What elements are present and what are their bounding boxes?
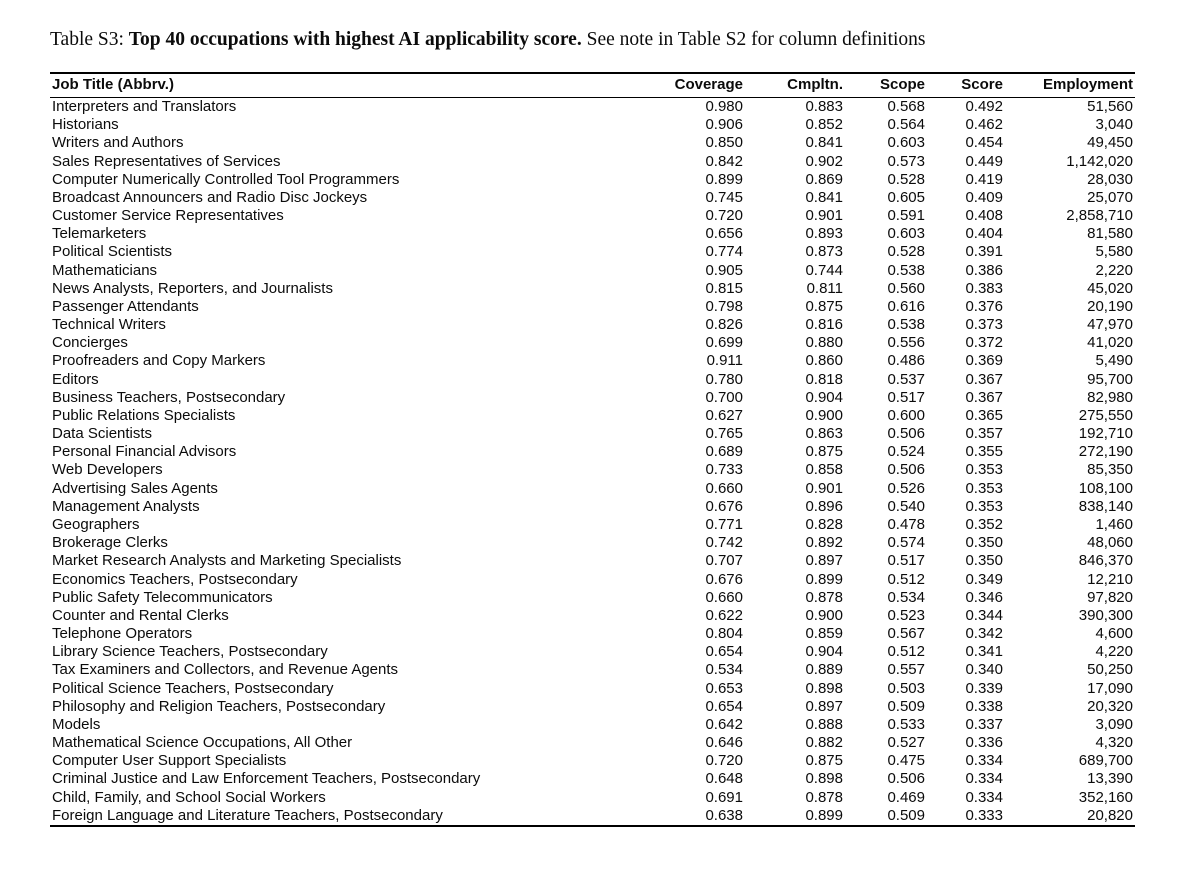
value-cell: 0.899 bbox=[805, 570, 843, 588]
value-cell: 0.509 bbox=[887, 697, 925, 715]
caption-label: Table S3: bbox=[50, 29, 129, 50]
table-row bbox=[50, 534, 1135, 552]
value-cell: 0.353 bbox=[965, 461, 1003, 479]
table-row bbox=[50, 516, 1135, 534]
value-cell: 0.892 bbox=[805, 534, 843, 552]
table-row bbox=[50, 298, 1135, 316]
value-cell: 689,700 bbox=[1078, 752, 1133, 770]
value-cell: 0.523 bbox=[887, 606, 925, 624]
value-cell: 0.733 bbox=[705, 461, 743, 479]
value-cell: 0.863 bbox=[805, 425, 843, 443]
value-cell: 0.888 bbox=[805, 715, 843, 733]
value-cell: 0.689 bbox=[705, 443, 743, 461]
value-cell: 0.600 bbox=[887, 406, 925, 424]
table-row bbox=[50, 570, 1135, 588]
value-cell: 0.900 bbox=[805, 406, 843, 424]
value-cell: 0.339 bbox=[965, 679, 1003, 697]
table-row bbox=[50, 697, 1135, 715]
job-title-cell: Proofreaders and Copy Markers bbox=[52, 352, 266, 370]
value-cell: 0.858 bbox=[805, 461, 843, 479]
value-cell: 0.676 bbox=[705, 497, 743, 515]
job-title-cell: News Analysts, Reporters, and Journalists bbox=[52, 279, 333, 297]
value-cell: 2,858,710 bbox=[1066, 207, 1133, 225]
value-cell: 0.355 bbox=[965, 443, 1003, 461]
value-cell: 0.538 bbox=[887, 261, 925, 279]
value-cell: 0.878 bbox=[805, 788, 843, 806]
value-cell: 0.875 bbox=[805, 443, 843, 461]
value-cell: 0.653 bbox=[705, 679, 743, 697]
value-cell: 0.533 bbox=[887, 715, 925, 733]
value-cell: 0.873 bbox=[805, 243, 843, 261]
value-cell: 0.906 bbox=[705, 116, 743, 134]
table-row bbox=[50, 752, 1135, 770]
job-title-cell: Counter and Rental Clerks bbox=[52, 606, 229, 624]
value-cell: 0.573 bbox=[887, 152, 925, 170]
value-cell: 0.486 bbox=[887, 352, 925, 370]
value-cell: 95,700 bbox=[1087, 370, 1133, 388]
job-title-cell: Models bbox=[52, 715, 101, 733]
value-cell: 0.353 bbox=[965, 479, 1003, 497]
value-cell: 0.334 bbox=[965, 752, 1003, 770]
value-cell: 0.338 bbox=[965, 697, 1003, 715]
value-cell: 0.336 bbox=[965, 734, 1003, 752]
col-header-employment: Employment bbox=[1042, 76, 1133, 94]
value-cell: 0.454 bbox=[965, 134, 1003, 152]
value-cell: 0.527 bbox=[887, 734, 925, 752]
value-cell: 0.344 bbox=[965, 606, 1003, 624]
value-cell: 390,300 bbox=[1078, 606, 1133, 624]
table-row bbox=[50, 679, 1135, 697]
value-cell: 3,090 bbox=[1095, 715, 1133, 733]
value-cell: 0.538 bbox=[887, 316, 925, 334]
value-cell: 0.337 bbox=[965, 715, 1003, 733]
value-cell: 12,210 bbox=[1087, 570, 1133, 588]
table-row bbox=[50, 370, 1135, 388]
value-cell: 0.878 bbox=[805, 588, 843, 606]
job-title-cell: Mathematicians bbox=[52, 261, 158, 279]
table-row bbox=[50, 207, 1135, 225]
job-title-cell: Broadcast Announcers and Radio Disc Jockeys bbox=[52, 188, 368, 206]
value-cell: 0.904 bbox=[805, 388, 843, 406]
value-cell: 0.462 bbox=[965, 116, 1003, 134]
job-title-cell: Brokerage Clerks bbox=[52, 534, 168, 552]
col-header-score: Score bbox=[961, 76, 1003, 94]
value-cell: 81,580 bbox=[1087, 225, 1133, 243]
value-cell: 0.383 bbox=[965, 279, 1003, 297]
job-title-cell: Management Analysts bbox=[52, 497, 200, 515]
value-cell: 0.540 bbox=[887, 497, 925, 515]
table-row bbox=[50, 352, 1135, 370]
table-row bbox=[50, 625, 1135, 643]
job-title-cell: Editors bbox=[52, 370, 99, 388]
value-cell: 0.771 bbox=[705, 516, 743, 533]
value-cell: 352,160 bbox=[1078, 788, 1133, 806]
job-title-cell: Criminal Justice and Law Enforcement Teachers, Postsecondary bbox=[52, 770, 481, 788]
value-cell: 0.826 bbox=[705, 316, 743, 334]
value-cell: 0.603 bbox=[887, 134, 925, 152]
value-cell: 0.646 bbox=[705, 734, 743, 752]
table-row bbox=[50, 806, 1135, 825]
job-title-cell: Sales Representatives of Services bbox=[52, 152, 281, 170]
value-cell: 0.745 bbox=[705, 188, 743, 206]
job-title-cell: Geographers bbox=[52, 516, 140, 533]
value-cell: 0.904 bbox=[805, 643, 843, 661]
value-cell: 0.341 bbox=[965, 643, 1003, 661]
job-title-cell: Advertising Sales Agents bbox=[52, 479, 218, 497]
job-title-cell: Technical Writers bbox=[52, 316, 166, 334]
value-cell: 47,970 bbox=[1087, 316, 1133, 334]
value-cell: 0.700 bbox=[705, 388, 743, 406]
job-title-cell: Child, Family, and School Social Workers bbox=[52, 788, 326, 806]
value-cell: 20,320 bbox=[1087, 697, 1133, 715]
value-cell: 97,820 bbox=[1087, 588, 1133, 606]
value-cell: 0.537 bbox=[887, 370, 925, 388]
value-cell: 0.534 bbox=[887, 588, 925, 606]
value-cell: 0.707 bbox=[705, 552, 743, 570]
value-cell: 0.616 bbox=[887, 297, 925, 315]
value-cell: 0.897 bbox=[805, 697, 843, 715]
table-row bbox=[50, 734, 1135, 752]
value-cell: 0.811 bbox=[806, 279, 843, 297]
header-row bbox=[50, 73, 1135, 97]
value-cell: 4,600 bbox=[1095, 625, 1133, 643]
value-cell: 0.622 bbox=[705, 606, 743, 624]
value-cell: 0.564 bbox=[887, 116, 925, 134]
value-cell: 0.469 bbox=[887, 788, 925, 806]
value-cell: 0.898 bbox=[805, 770, 843, 788]
job-title-cell: Telephone Operators bbox=[52, 625, 193, 643]
job-title-cell: Public Safety Telecommunicators bbox=[52, 588, 273, 606]
value-cell: 0.478 bbox=[887, 516, 925, 533]
job-title-cell: Customer Service Representatives bbox=[52, 207, 284, 225]
value-cell: 0.506 bbox=[887, 770, 925, 788]
value-cell: 0.509 bbox=[887, 806, 925, 824]
value-cell: 0.574 bbox=[887, 534, 925, 552]
table-row bbox=[50, 443, 1135, 461]
value-cell: 0.333 bbox=[965, 806, 1003, 824]
value-cell: 49,450 bbox=[1087, 134, 1133, 152]
value-cell: 108,100 bbox=[1078, 479, 1133, 497]
job-title-cell: Interpreters and Translators bbox=[52, 98, 237, 116]
value-cell: 0.850 bbox=[705, 134, 743, 152]
value-cell: 0.676 bbox=[705, 570, 743, 588]
value-cell: 0.404 bbox=[965, 225, 1003, 243]
value-cell: 0.556 bbox=[887, 334, 925, 352]
value-cell: 0.419 bbox=[965, 170, 1003, 188]
job-title-cell: Public Relations Specialists bbox=[52, 406, 236, 424]
value-cell: 85,350 bbox=[1087, 461, 1133, 479]
value-cell: 0.901 bbox=[805, 479, 843, 497]
job-title-cell: Writers and Authors bbox=[52, 134, 184, 152]
table-row bbox=[50, 425, 1135, 443]
caption-note: See note in Table S2 for column definitions bbox=[581, 29, 926, 50]
value-cell: 0.816 bbox=[805, 316, 843, 334]
value-cell: 0.899 bbox=[805, 806, 843, 824]
job-title-cell: Computer Numerically Controlled Tool Programmers bbox=[52, 170, 400, 188]
value-cell: 0.408 bbox=[965, 207, 1003, 225]
value-cell: 0.720 bbox=[705, 752, 743, 770]
value-cell: 0.889 bbox=[805, 661, 843, 679]
value-cell: 0.852 bbox=[805, 116, 843, 134]
value-cell: 1,460 bbox=[1095, 516, 1133, 533]
job-title-cell: Telemarketers bbox=[52, 225, 147, 243]
value-cell: 0.334 bbox=[965, 788, 1003, 806]
value-cell: 0.911 bbox=[706, 352, 743, 370]
job-title-cell: Mathematical Science Occupations, All Other bbox=[52, 734, 353, 752]
table-row bbox=[50, 479, 1135, 497]
value-cell: 0.449 bbox=[965, 152, 1003, 170]
value-cell: 48,060 bbox=[1087, 534, 1133, 552]
value-cell: 0.896 bbox=[805, 497, 843, 515]
value-cell: 0.654 bbox=[705, 697, 743, 715]
table-row bbox=[50, 497, 1135, 515]
value-cell: 5,580 bbox=[1095, 243, 1133, 261]
value-cell: 0.349 bbox=[965, 570, 1003, 588]
value-cell: 0.900 bbox=[805, 606, 843, 624]
caption-title: Top 40 occupations with highest AI applicability score. bbox=[128, 29, 582, 50]
value-cell: 0.376 bbox=[965, 297, 1003, 315]
col-header-coverage: Coverage bbox=[674, 76, 743, 94]
value-cell: 0.528 bbox=[887, 243, 925, 261]
table-row bbox=[50, 716, 1135, 734]
value-cell: 0.798 bbox=[705, 297, 743, 315]
value-cell: 0.591 bbox=[887, 207, 925, 225]
value-cell: 0.506 bbox=[887, 425, 925, 443]
value-cell: 0.557 bbox=[887, 661, 925, 679]
value-cell: 192,710 bbox=[1078, 425, 1133, 443]
value-cell: 838,140 bbox=[1078, 497, 1133, 515]
value-cell: 0.373 bbox=[965, 316, 1003, 334]
value-cell: 0.386 bbox=[965, 261, 1003, 279]
value-cell: 0.897 bbox=[805, 552, 843, 570]
value-cell: 41,020 bbox=[1087, 334, 1133, 352]
job-title-cell: Library Science Teachers, Postsecondary bbox=[52, 643, 328, 661]
job-title-cell: Philosophy and Religion Teachers, Postsecondary bbox=[52, 697, 386, 715]
col-header-job-title: Job Title (Abbrv.) bbox=[52, 76, 174, 94]
value-cell: 0.893 bbox=[805, 225, 843, 243]
job-title-cell: Historians bbox=[52, 116, 119, 134]
table-caption bbox=[50, 26, 1130, 54]
value-cell: 0.353 bbox=[965, 497, 1003, 515]
table-row bbox=[50, 116, 1135, 134]
value-cell: 0.699 bbox=[705, 334, 743, 352]
value-cell: 20,820 bbox=[1087, 806, 1133, 824]
value-cell: 0.815 bbox=[705, 279, 743, 297]
value-cell: 28,030 bbox=[1087, 170, 1133, 188]
value-cell: 1,142,020 bbox=[1066, 152, 1133, 170]
value-cell: 0.350 bbox=[965, 552, 1003, 570]
value-cell: 82,980 bbox=[1087, 388, 1133, 406]
table-row bbox=[50, 316, 1135, 334]
value-cell: 0.902 bbox=[805, 152, 843, 170]
value-cell: 0.526 bbox=[887, 479, 925, 497]
table-row bbox=[50, 606, 1135, 624]
table-row bbox=[50, 407, 1135, 425]
value-cell: 0.492 bbox=[965, 98, 1003, 116]
value-cell: 0.642 bbox=[705, 715, 743, 733]
table-row bbox=[50, 788, 1135, 806]
value-cell: 0.883 bbox=[805, 98, 843, 116]
value-cell: 0.517 bbox=[887, 552, 925, 570]
job-title-cell: Political Science Teachers, Postsecondary bbox=[52, 679, 334, 697]
table-row bbox=[50, 279, 1135, 297]
value-cell: 0.367 bbox=[965, 370, 1003, 388]
value-cell: 0.691 bbox=[705, 788, 743, 806]
value-cell: 0.898 bbox=[805, 679, 843, 697]
value-cell: 0.506 bbox=[887, 461, 925, 479]
value-cell: 0.638 bbox=[705, 806, 743, 824]
value-cell: 0.875 bbox=[805, 752, 843, 770]
table-body bbox=[50, 97, 1135, 825]
value-cell: 0.340 bbox=[965, 661, 1003, 679]
value-cell: 0.365 bbox=[965, 406, 1003, 424]
value-cell: 275,550 bbox=[1078, 406, 1133, 424]
table-row bbox=[50, 243, 1135, 261]
value-cell: 846,370 bbox=[1078, 552, 1133, 570]
job-title-cell: Foreign Language and Literature Teachers, Postsecondary bbox=[52, 806, 443, 824]
value-cell: 0.409 bbox=[965, 188, 1003, 206]
value-cell: 0.367 bbox=[965, 388, 1003, 406]
value-cell: 0.524 bbox=[887, 443, 925, 461]
table-row bbox=[50, 152, 1135, 170]
table-row bbox=[50, 588, 1135, 606]
value-cell: 0.841 bbox=[805, 134, 843, 152]
value-cell: 0.352 bbox=[965, 516, 1003, 533]
value-cell: 0.372 bbox=[965, 334, 1003, 352]
table-row bbox=[50, 170, 1135, 188]
value-cell: 0.391 bbox=[965, 243, 1003, 261]
value-cell: 0.512 bbox=[887, 643, 925, 661]
job-title-cell: Political Scientists bbox=[52, 243, 173, 261]
value-cell: 3,040 bbox=[1095, 116, 1133, 134]
value-cell: 51,560 bbox=[1087, 98, 1133, 116]
value-cell: 0.534 bbox=[705, 661, 743, 679]
value-cell: 0.648 bbox=[705, 770, 743, 788]
col-header-cmpltn: Cmpltn. bbox=[787, 76, 843, 94]
value-cell: 0.720 bbox=[705, 207, 743, 225]
job-title-cell: Concierges bbox=[52, 334, 128, 352]
value-cell: 0.774 bbox=[705, 243, 743, 261]
value-cell: 0.654 bbox=[705, 643, 743, 661]
value-cell: 0.899 bbox=[705, 170, 743, 188]
occupations-table bbox=[50, 72, 1135, 826]
value-cell: 0.860 bbox=[805, 352, 843, 370]
value-cell: 0.568 bbox=[887, 98, 925, 116]
value-cell: 0.503 bbox=[887, 679, 925, 697]
value-cell: 2,220 bbox=[1095, 261, 1133, 279]
table-row bbox=[50, 189, 1135, 207]
value-cell: 0.828 bbox=[805, 516, 843, 533]
value-cell: 0.880 bbox=[805, 334, 843, 352]
job-title-cell: Computer User Support Specialists bbox=[52, 752, 287, 770]
value-cell: 0.528 bbox=[887, 170, 925, 188]
job-title-cell: Web Developers bbox=[52, 461, 163, 479]
value-cell: 45,020 bbox=[1087, 279, 1133, 297]
value-cell: 0.346 bbox=[965, 588, 1003, 606]
job-title-cell: Passenger Attendants bbox=[52, 297, 199, 315]
value-cell: 0.905 bbox=[705, 261, 743, 279]
value-cell: 5,490 bbox=[1095, 352, 1133, 370]
table-row bbox=[50, 225, 1135, 243]
value-cell: 0.882 bbox=[805, 734, 843, 752]
value-cell: 0.334 bbox=[965, 770, 1003, 788]
value-cell: 20,190 bbox=[1087, 297, 1133, 315]
value-cell: 0.357 bbox=[965, 425, 1003, 443]
value-cell: 0.342 bbox=[965, 625, 1003, 643]
value-cell: 0.765 bbox=[705, 425, 743, 443]
value-cell: 272,190 bbox=[1078, 443, 1133, 461]
value-cell: 0.875 bbox=[805, 297, 843, 315]
value-cell: 17,090 bbox=[1087, 679, 1133, 697]
table-row bbox=[50, 388, 1135, 406]
value-cell: 0.517 bbox=[887, 388, 925, 406]
value-cell: 0.605 bbox=[887, 188, 925, 206]
table-row bbox=[50, 261, 1135, 279]
value-cell: 0.627 bbox=[705, 406, 743, 424]
value-cell: 0.842 bbox=[705, 152, 743, 170]
value-cell: 4,220 bbox=[1095, 643, 1133, 661]
value-cell: 0.869 bbox=[805, 170, 843, 188]
col-header-scope: Scope bbox=[879, 76, 925, 94]
job-title-cell: Business Teachers, Postsecondary bbox=[52, 388, 286, 406]
table-row bbox=[50, 661, 1135, 679]
value-cell: 0.744 bbox=[805, 261, 843, 279]
value-cell: 0.660 bbox=[705, 479, 743, 497]
value-cell: 13,390 bbox=[1087, 770, 1133, 788]
table-row bbox=[50, 334, 1135, 352]
value-cell: 0.660 bbox=[705, 588, 743, 606]
value-cell: 0.901 bbox=[805, 207, 843, 225]
value-cell: 25,070 bbox=[1087, 188, 1133, 206]
value-cell: 0.859 bbox=[805, 625, 843, 643]
value-cell: 0.350 bbox=[965, 534, 1003, 552]
job-title-cell: Economics Teachers, Postsecondary bbox=[52, 570, 298, 588]
job-title-cell: Tax Examiners and Collectors, and Revenue Agents bbox=[52, 661, 399, 679]
table-header bbox=[50, 73, 1135, 97]
table-row bbox=[50, 134, 1135, 152]
value-cell: 0.567 bbox=[887, 625, 925, 643]
value-cell: 4,320 bbox=[1095, 734, 1133, 752]
table-row bbox=[50, 643, 1135, 661]
value-cell: 0.780 bbox=[705, 370, 743, 388]
value-cell: 0.818 bbox=[805, 370, 843, 388]
value-cell: 0.603 bbox=[887, 225, 925, 243]
value-cell: 0.841 bbox=[805, 188, 843, 206]
value-cell: 0.742 bbox=[705, 534, 743, 552]
table-row bbox=[50, 552, 1135, 570]
value-cell: 0.512 bbox=[887, 570, 925, 588]
value-cell: 50,250 bbox=[1087, 661, 1133, 679]
job-title-cell: Market Research Analysts and Marketing Specialists bbox=[52, 552, 402, 570]
value-cell: 0.980 bbox=[705, 98, 743, 116]
table-row bbox=[50, 770, 1135, 788]
value-cell: 0.804 bbox=[705, 625, 743, 643]
value-cell: 0.560 bbox=[887, 279, 925, 297]
value-cell: 0.369 bbox=[965, 352, 1003, 370]
job-title-cell: Personal Financial Advisors bbox=[52, 443, 237, 461]
table-row bbox=[50, 97, 1135, 116]
table-row bbox=[50, 461, 1135, 479]
job-title-cell: Data Scientists bbox=[52, 425, 153, 443]
value-cell: 0.475 bbox=[887, 752, 925, 770]
value-cell: 0.656 bbox=[705, 225, 743, 243]
